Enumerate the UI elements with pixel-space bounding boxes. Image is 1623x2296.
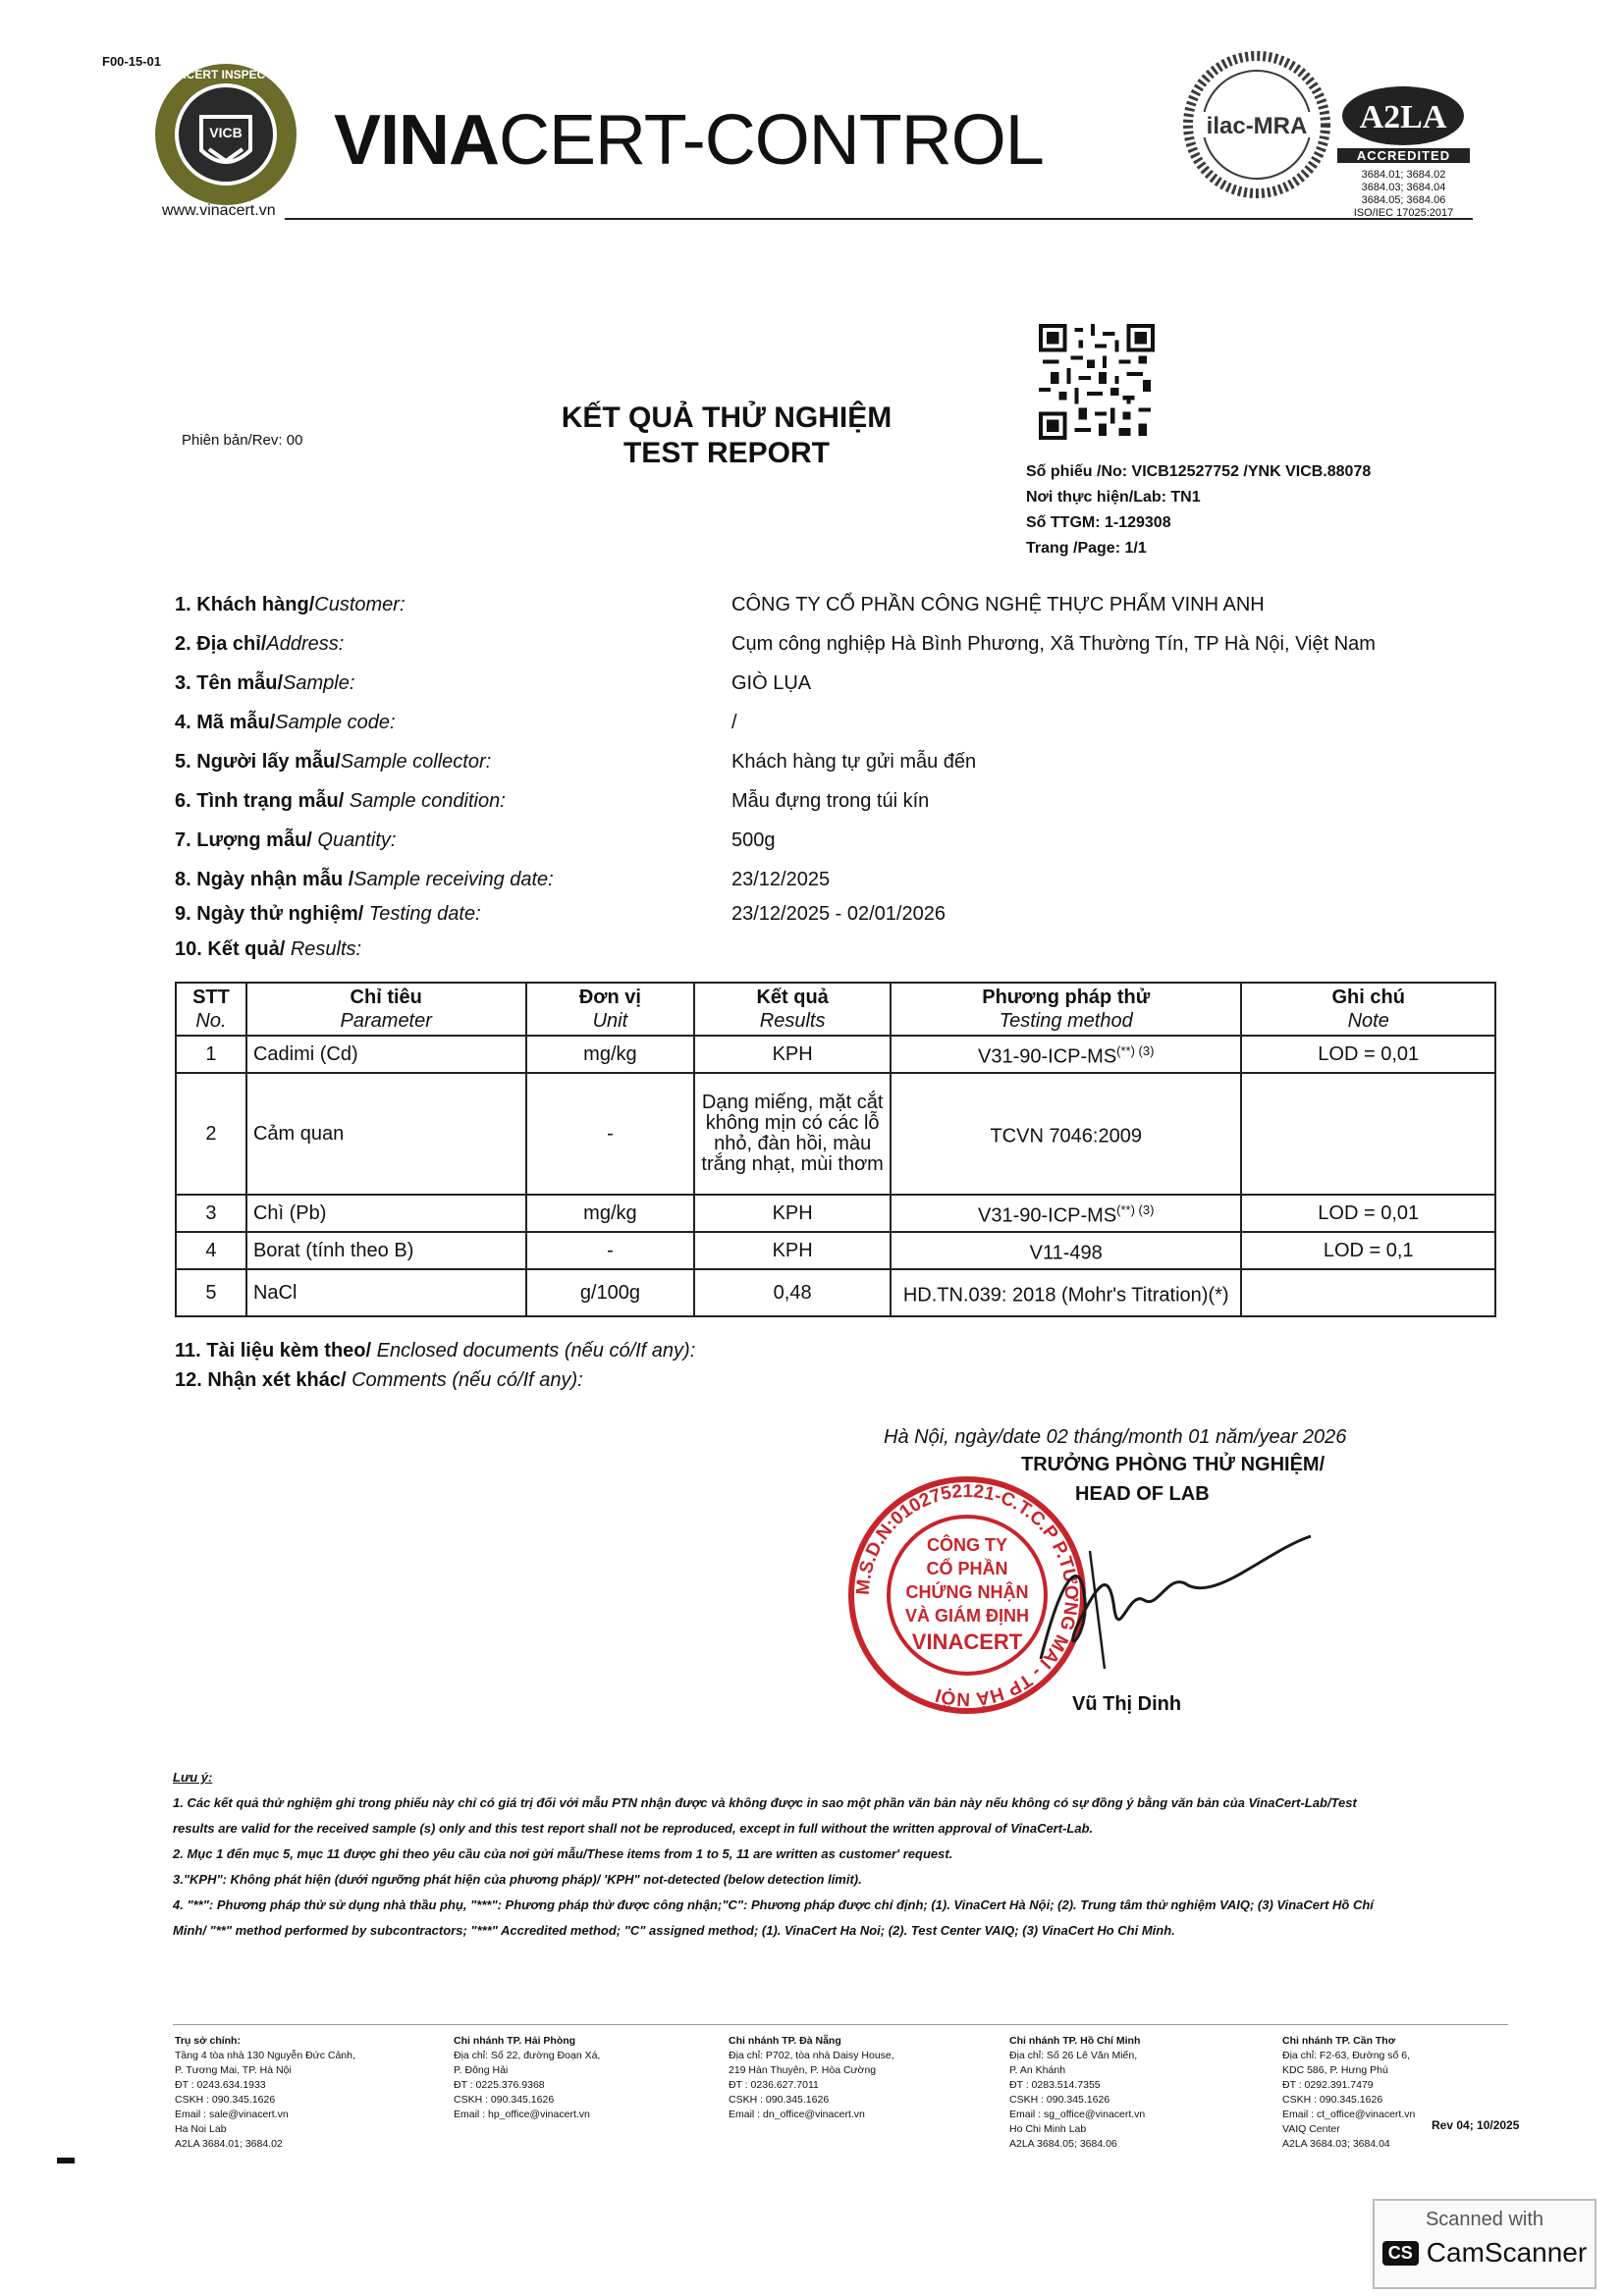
page-number: Trang /Page: 1/1 [1026, 540, 1147, 557]
cell-no: 1 [176, 1036, 246, 1073]
document-info [1026, 459, 1371, 561]
office-line: CSKH : 090.345.1626 [1282, 2094, 1383, 2106]
note-line: Minh/ "**" method performed by subcontractors; "***" Accredited method; "C" assigned method; (1). VinaCert Ha Noi; (2). Test Center VAIQ; (3) VinaCert Ho Chi Minh. [173, 1923, 1175, 1938]
office-line: Ho Chi Minh Lab [1009, 2123, 1087, 2135]
cell-unit: mg/kg [526, 1036, 695, 1073]
cell-method [891, 1195, 1241, 1232]
footer-office [175, 2034, 415, 2152]
stamp-ring-text: M.S.D.N:0102752121-C.T.C.P P.TƯƠNG MAI - TP HÀ NỘI [852, 1480, 1082, 1710]
info-label [175, 902, 481, 926]
stamp-line: CÔNG TY [926, 1535, 1008, 1555]
table-row [176, 1232, 1495, 1269]
info-label-vn: Người lấy mẫu/ [196, 751, 341, 773]
info-value: Cụm công nghiệp Hà Bình Phương, Xã Thường Tín, TP Hà Nội, Việt Nam [731, 633, 1376, 655]
table-row [176, 1073, 1495, 1195]
column-header-vn: Đơn vị [578, 987, 641, 1008]
office-line: Email : sg_office@vinacert.vn [1009, 2109, 1146, 2120]
cell-no: 4 [176, 1232, 246, 1269]
office-line: ĐT : 0225.376.9368 [454, 2079, 545, 2091]
cell-method [891, 1036, 1241, 1073]
enclosed-label-vn: 11. Tài liệu kèm theo/ [175, 1340, 372, 1362]
office-line: Địa chỉ: Số 22, đường Đoạn Xá, [454, 2050, 601, 2061]
office-line: ĐT : 0243.634.1933 [175, 2079, 266, 2091]
office-line: ĐT : 0283.514.7355 [1009, 2079, 1101, 2091]
enclosed-documents [175, 1336, 695, 1365]
enclosed-label-en: Enclosed documents (nếu có/If any): [371, 1340, 696, 1362]
info-label [175, 593, 406, 616]
header-rule [285, 218, 1473, 220]
brand-bold: VINA [334, 101, 500, 180]
info-label-en: Sample collector: [340, 751, 492, 773]
info-num: 5. [175, 751, 191, 773]
info-label [175, 828, 396, 852]
comments-label-vn: 12. Nhận xét khác/ [175, 1369, 347, 1391]
cell-result: KPH [694, 1195, 891, 1232]
office-line: A2LA 3684.05; 3684.06 [1009, 2138, 1117, 2150]
info-value: Khách hàng tự gửi mẫu đến [731, 751, 977, 773]
office-title: Chi nhánh TP. Cần Thơ [1282, 2035, 1396, 2047]
column-header-en: Parameter [340, 1010, 432, 1032]
comments [175, 1365, 695, 1395]
office-line: CSKH : 090.345.1626 [454, 2094, 555, 2106]
cell-note: LOD = 0,01 [1241, 1036, 1495, 1073]
column-header-vn: Kết quả [756, 987, 829, 1008]
office-title: Chi nhánh TP. Hải Phòng [454, 2035, 576, 2047]
info-value: 500g [731, 829, 776, 851]
info-label-en: Quantity: [311, 829, 397, 851]
column-header-en: Testing method [999, 1010, 1133, 1032]
office-line: A2LA 3684.03; 3684.04 [1282, 2138, 1390, 2150]
office-line: VAIQ Center [1282, 2123, 1340, 2135]
column-header [176, 983, 246, 1036]
column-header [246, 983, 526, 1036]
info-label-vn: Ngày thử nghiệm/ [196, 903, 364, 925]
stamp-line: VÀ GIÁM ĐỊNH [905, 1606, 1029, 1626]
office-line: CSKH : 090.345.1626 [175, 2094, 276, 2106]
office-line: Ha Noi Lab [175, 2123, 227, 2135]
signer-role-en: HEAD OF LAB [1075, 1483, 1210, 1505]
info-label [175, 937, 361, 961]
office-line: P. Tương Mai, TP. Hà Nội [175, 2064, 292, 2076]
accredited-label: ACCREDITED [1337, 148, 1470, 163]
info-label-en: Sample code: [275, 712, 396, 733]
note-line: 3."KPH": Không phát hiện (dưới ngưỡng phát hiện của phương pháp)/ 'KPH" not-detected (below detection limit). [173, 1872, 862, 1887]
cell-parameter: Cảm quan [246, 1073, 526, 1195]
info-label-en: Address: [266, 633, 345, 655]
cell-method [891, 1232, 1241, 1269]
cell-note [1241, 1269, 1495, 1316]
method-text: V31-90-ICP-MS [978, 1045, 1117, 1068]
logo-shield-text: VICB [209, 125, 243, 140]
title-vn: KẾT QUẢ THỬ NGHIỆM [561, 401, 893, 434]
footer-office [729, 2034, 969, 2122]
accr-line: 3684.05; 3684.06 [1361, 194, 1446, 206]
table-header-row [176, 983, 1495, 1036]
info-label-en: Results: [285, 938, 362, 960]
qr-code [1039, 324, 1155, 440]
cell-parameter: Borat (tính theo B) [246, 1232, 526, 1269]
handwritten-signature [1021, 1512, 1316, 1679]
info-label-en: Sample: [283, 672, 355, 694]
info-label [175, 789, 506, 813]
cell-method [891, 1269, 1241, 1316]
ilac-mra-logo [1183, 51, 1330, 198]
office-line: ĐT : 0236.627.7011 [729, 2079, 819, 2091]
office-line: Email : sale@vinacert.vn [175, 2109, 289, 2120]
info-label-en: Customer: [314, 594, 406, 615]
info-num: 3. [175, 672, 191, 694]
info-value: 23/12/2025 [731, 869, 831, 890]
notes-section [173, 1765, 1508, 1944]
camscanner-brand [1375, 2237, 1595, 2269]
brand-rest: CERT-CONTROL [499, 101, 1044, 180]
vinacert-logo [152, 61, 299, 208]
info-label-vn: Lượng mẫu/ [196, 829, 312, 851]
signer-name: Vũ Thị Dinh [1072, 1693, 1182, 1715]
office-line: KDC 586, P. Hưng Phú [1282, 2064, 1388, 2076]
info-label-vn: Ngày nhận mẫu / [196, 869, 354, 890]
cell-result: Dạng miếng, mặt cắt không mịn có các lỗ nhỏ, đàn hồi, màu trắng nhạt, mùi thơm [694, 1073, 891, 1195]
info-label [175, 632, 344, 656]
info-label [175, 750, 491, 774]
cell-result: KPH [694, 1232, 891, 1269]
accr-line: 3684.01; 3684.02 [1361, 169, 1446, 181]
logo-ring-text: VINACERT INSPECTION [157, 68, 295, 81]
info-num: 8. [175, 869, 191, 890]
info-label [175, 711, 396, 734]
column-header-en: Results [759, 1010, 826, 1032]
info-value: Mẫu đựng trong túi kín [731, 790, 930, 812]
cell-parameter: NaCl [246, 1269, 526, 1316]
stamp-line: CHỨNG NHẬN [905, 1582, 1029, 1602]
signing-date: Hà Nội, ngày/date 02 tháng/month 01 năm/year 2026 [884, 1426, 1347, 1448]
info-label-vn: Tình trạng mẫu/ [196, 790, 345, 812]
notes-title: Lưu ý: [173, 1770, 213, 1785]
info-label [175, 868, 554, 891]
scan-mark [57, 2158, 75, 2163]
a2la-mark [1337, 79, 1470, 147]
office-line: Email : dn_office@vinacert.vn [729, 2109, 865, 2120]
column-header [694, 983, 891, 1036]
cell-no: 2 [176, 1073, 246, 1195]
cell-no: 3 [176, 1195, 246, 1232]
office-title: Trụ sở chính: [175, 2035, 241, 2047]
table-row [176, 1036, 1495, 1073]
office-line: Email : hp_office@vinacert.vn [454, 2109, 590, 2120]
note-line: 2. Mục 1 đến mục 5, mục 11 được ghi theo yêu cầu của nơi gửi mẫu/These items from 1 to 5, 11 are written as customer' request. [173, 1846, 953, 1861]
report-title [471, 400, 982, 471]
cell-method [891, 1073, 1241, 1195]
office-line: Email : ct_office@vinacert.vn [1282, 2109, 1416, 2120]
ttgm-number: Số TTGM: 1-129308 [1026, 514, 1171, 531]
note-line: results are valid for the received sample (s) only and this test report shall not be reproduced, except in full without the written approval of VinaCert-Lab. [173, 1821, 1094, 1836]
website: www.vinacert.vn [162, 202, 276, 219]
signer-role-vn: TRƯỞNG PHÒNG THỬ NGHIỆM/ [1021, 1454, 1325, 1475]
ilac-text: ilac-MRA [1206, 113, 1308, 139]
info-value: CÔNG TY CỔ PHẦN CÔNG NGHỆ THỰC PHẨM VINH ANH [731, 594, 1265, 615]
cell-unit: g/100g [526, 1269, 695, 1316]
column-header-vn: Phương pháp thử [982, 987, 1151, 1008]
column-header [1241, 983, 1495, 1036]
stamp-line: CỔ PHẦN [926, 1559, 1008, 1578]
brand-name [334, 100, 1044, 181]
info-num: 1. [175, 594, 191, 615]
revision: Phiên bản/Rev: 00 [182, 432, 303, 449]
footer-office [454, 2034, 694, 2122]
info-label-vn: Mã mẫu/ [196, 712, 276, 733]
accr-line: 3684.03; 3684.04 [1361, 182, 1446, 193]
cell-no: 5 [176, 1269, 246, 1316]
note-line: 4. "**": Phương pháp thử sử dụng nhà thầu phụ, "***": Phương pháp thử được công nhận;"C": Phương pháp được chỉ định; (1). VinaCert Hà Nội; (2). Trung tâm thử nghiệm VAIQ; (3) VinaCert Hồ Chí [173, 1897, 1374, 1912]
comments-label-en: Comments (nếu có/If any): [346, 1369, 583, 1391]
method-text: V31-90-ICP-MS [978, 1204, 1117, 1227]
info-num: 6. [175, 790, 191, 812]
cell-unit: - [526, 1073, 695, 1195]
lab: Nơi thực hiện/Lab: TN1 [1026, 489, 1201, 506]
info-num: 4. [175, 712, 191, 733]
info-num: 10. [175, 938, 202, 960]
column-header-vn: Chỉ tiêu [350, 987, 422, 1008]
camscanner-line2: CamScanner [1426, 2237, 1588, 2268]
info-label-vn: Kết quả/ [207, 938, 286, 960]
office-line: CSKH : 090.345.1626 [1009, 2094, 1110, 2106]
method-sup: (**) (3) [1116, 1202, 1155, 1218]
office-line: Địa chỉ: F2-63, Đường số 6, [1282, 2050, 1411, 2061]
footer-office [1282, 2034, 1523, 2152]
info-label-vn: Địa chỉ/ [196, 633, 267, 655]
info-num: 2. [175, 633, 191, 655]
camscanner-badge [1373, 2199, 1596, 2289]
form-code: F00-15-01 [102, 54, 161, 69]
info-label-vn: Khách hàng/ [196, 594, 315, 615]
method-text: V11-498 [1029, 1242, 1103, 1264]
office-line: 219 Hàn Thuyên, P. Hòa Cường [729, 2064, 877, 2076]
info-value: 23/12/2025 - 02/01/2026 [731, 903, 946, 925]
note-line: 1. Các kết quả thử nghiệm ghi trong phiếu này chỉ có giá trị đối với mẫu PTN nhận được và không được in sao một phần văn bản này nếu không có sự đồng ý bằng văn bản của VinaCert-Lab/Test [173, 1795, 1357, 1810]
cell-result: KPH [694, 1036, 891, 1073]
office-line: P. An Khánh [1009, 2064, 1066, 2076]
office-title: Chi nhánh TP. Hồ Chí Minh [1009, 2035, 1141, 2047]
cell-unit: - [526, 1232, 695, 1269]
info-label-en: Testing date: [363, 903, 481, 925]
extra-section [175, 1336, 695, 1395]
results-table [175, 982, 1496, 1317]
doc-number: Số phiếu /No: VICB12527752 /YNK VICB.88078 [1026, 463, 1372, 480]
a2la-text: A2LA [1359, 99, 1447, 135]
info-value: / [731, 712, 737, 733]
office-line: Địa chỉ: Số 26 Lê Văn Miến, [1009, 2050, 1138, 2061]
office-line: Tầng 4 tòa nhà 130 Nguyễn Đức Cảnh, [175, 2050, 355, 2061]
office-line: ĐT : 0292.391.7479 [1282, 2079, 1374, 2091]
info-label-vn: Tên mẫu/ [196, 672, 284, 694]
accr-numbers [1337, 169, 1470, 220]
office-line: Địa chỉ: P702, tòa nhà Daisy House, [729, 2050, 894, 2061]
office-line: A2LA 3684.01; 3684.02 [175, 2138, 283, 2150]
info-value: GIÒ LỤA [731, 672, 812, 694]
info-num: 9. [175, 903, 191, 925]
column-header [891, 983, 1241, 1036]
method-sup: (**) (3) [1116, 1043, 1155, 1059]
cell-note: LOD = 0,1 [1241, 1232, 1495, 1269]
column-header-en: No. [195, 1010, 227, 1032]
info-num: 7. [175, 829, 191, 851]
stamp-line: VINACERT [911, 1629, 1023, 1654]
info-label-en: Sample receiving date: [353, 869, 554, 890]
camscanner-icon: CS [1382, 2241, 1419, 2266]
info-label [175, 671, 354, 695]
method-text: TCVN 7046:2009 [990, 1125, 1142, 1148]
camscanner-line1: Scanned with [1425, 2209, 1544, 2230]
cell-parameter: Chì (Pb) [246, 1195, 526, 1232]
accr-line: ISO/IEC 17025:2017 [1353, 207, 1454, 219]
title-en: TEST REPORT [622, 437, 830, 469]
column-header-vn: Ghi chú [1331, 987, 1405, 1008]
office-line: P. Đông Hải [454, 2064, 509, 2076]
footer-revision: Rev 04; 10/2025 [1432, 2118, 1520, 2132]
column-header-en: Unit [592, 1010, 628, 1032]
table-row [176, 1195, 1495, 1232]
table-row [176, 1269, 1495, 1316]
info-label-en: Sample condition: [344, 790, 506, 812]
office-title: Chi nhánh TP. Đà Nẵng [729, 2035, 841, 2047]
a2la-logo [1337, 79, 1470, 220]
office-line: CSKH : 090.345.1626 [729, 2094, 830, 2106]
footer-office [1009, 2034, 1250, 2152]
footer-rule [173, 2024, 1508, 2025]
column-header [526, 983, 695, 1036]
column-header-vn: STT [192, 987, 230, 1008]
cell-note: LOD = 0,01 [1241, 1195, 1495, 1232]
cell-unit: mg/kg [526, 1195, 695, 1232]
cell-result: 0,48 [694, 1269, 891, 1316]
method-text: HD.TN.039: 2018 (Mohr's Titration)(*) [902, 1284, 1229, 1307]
column-header-en: Note [1347, 1010, 1389, 1032]
cell-parameter: Cadimi (Cd) [246, 1036, 526, 1073]
cell-note [1241, 1073, 1495, 1195]
